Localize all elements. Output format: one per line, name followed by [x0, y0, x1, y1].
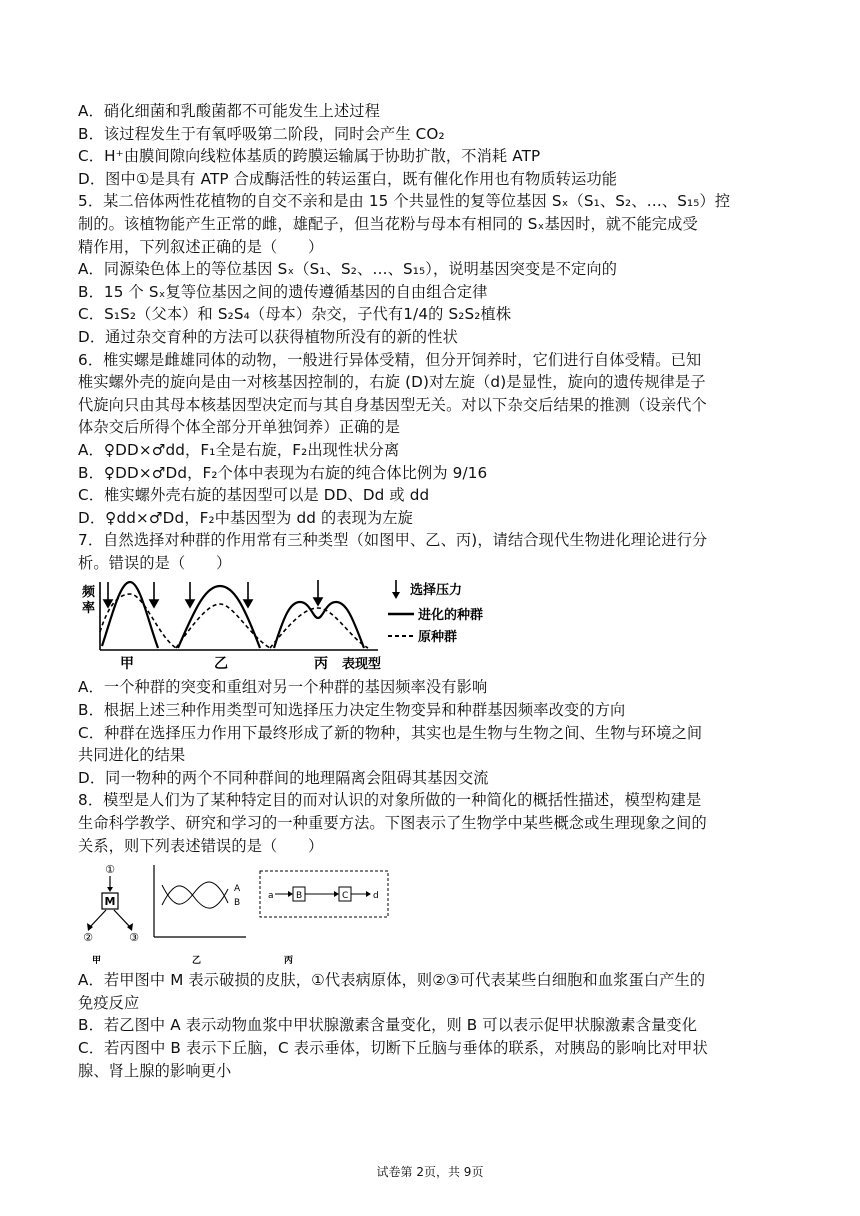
- text-line: A．同源染色体上的等位基因 Sₓ（S₁、S₂、…、S₁₅），说明基因突变是不定向的: [78, 260, 618, 279]
- text-line: 共同进化的结果: [78, 746, 186, 765]
- evolved-population-curve-bing: [274, 602, 364, 648]
- text-line: D．同一物种的两个不同种群间的地理隔离会阻碍其基因交流: [78, 768, 489, 787]
- question-8-options: [78, 969, 798, 1082]
- original-population-curve-bing: [270, 608, 368, 648]
- text-line: D．♀dd×♂Dd，F₂中基因型为 dd 的表现为左旋: [78, 508, 414, 527]
- flow-c: C: [342, 891, 349, 902]
- selection-pressure-arrows: [104, 580, 322, 607]
- text-line: C．H⁺由膜间隙向线粒体基质的跨膜运输属于协助扩散，不消耗 ATP: [78, 147, 541, 166]
- legend-evolved-population: 进化的种群: [418, 608, 484, 624]
- text-line: 7．自然选择对种群的作用常有三种类型（如图甲、乙、丙)，请结合现代生物进化理论进行分: [78, 531, 708, 550]
- selection-graph: [78, 576, 498, 676]
- label-yi: 乙: [214, 656, 228, 673]
- question-4-options-and-question-5-6-7: [78, 100, 798, 574]
- text-line: B．15 个 Sₓ复等位基因之间的遗传遵循基因的自由组合定律: [78, 282, 488, 301]
- selection-types-figure: [78, 576, 798, 676]
- text-line: D．图中①是具有 ATP 合成酶活性的转运蛋白，既有催化作用也有物质转运功能: [78, 169, 618, 188]
- text-line: D．通过杂交育种的方法可以获得植物所没有的新的性状: [78, 327, 458, 346]
- y-axis-label: 频: [82, 585, 96, 601]
- curve-a-label: A: [234, 884, 241, 895]
- text-line: 5．某二倍体两性花植物的自交不亲和是由 15 个共显性的复等位基因 Sₓ（S₁、S₂、…、S₁₅）控: [78, 192, 731, 211]
- text-line: 关系，则下列表述错误的是（ ）: [78, 836, 324, 855]
- legend-arrow-head: [392, 592, 400, 599]
- text-line: 6．椎实螺是雌雄同体的动物，一般进行异体受精，但分开饲养时，它们进行自体受精。已知: [78, 350, 702, 369]
- text-line: A．♀DD×♂dd，F₁全是右旋，F₂出现性状分离: [78, 440, 400, 459]
- flow-a: a: [268, 891, 274, 902]
- text-line: 精作用，下列叙述正确的是（ ）: [78, 237, 324, 256]
- flow-b: B: [296, 891, 303, 902]
- text-line: A．一个种群的突变和重组对另一个种群的基因频率没有影响: [78, 678, 488, 697]
- text-line: 8．模型是人们为了某种特定目的而对认识的对象所做的一种简化的概括性描述，模型构建是: [78, 791, 702, 810]
- text-line: B．♀DD×♂Dd，F₂个体中表现为右旋的纯合体比例为 9/16: [78, 463, 488, 482]
- model-figure: [78, 859, 798, 969]
- text-line: 析。错误的是（ ）: [78, 553, 232, 572]
- text-line: 生命科学教学、研究和学习的一种重要方法。下图表示了生物学中某些概念或生理现象之间的: [78, 814, 707, 833]
- text-line: 体杂交后所得个体全部分开单独饲养）正确的是: [78, 418, 401, 437]
- text-line: B．若乙图中 A 表示动物血浆中甲状腺激素含量变化，则 B 可以表示促甲状腺激素含量变化: [78, 1016, 698, 1035]
- label-yi: 乙: [192, 956, 202, 967]
- original-population-curve-yi: [176, 604, 270, 648]
- node-3: ③: [129, 931, 139, 945]
- flow-d: d: [373, 891, 379, 902]
- text-line: A．硝化细菌和乳酸菌都不可能发生上述过程: [78, 102, 380, 120]
- curve-a: [162, 886, 228, 908]
- label-bing: 丙: [284, 956, 294, 967]
- text-line: C．若丙图中 B 表示下丘脑，C 表示垂体，切断下丘脑与垂体的联系，对胰岛的影响比对甲状: [78, 1039, 708, 1057]
- text-line: 免疫反应: [78, 993, 140, 1012]
- question-7-options-and-question-8: [78, 676, 798, 857]
- text-line: 制的。该植物能产生正常的雌，雄配子，但当花粉与母本有相同的 Sₓ基因时，就不能完成受: [78, 214, 698, 233]
- text-line: C．椎实螺外壳右旋的基因型可以是 DD、Dd 或 dd: [78, 486, 430, 505]
- text-line: A．若甲图中 M 表示破损的皮肤，①代表病原体，则②③可代表某些白细胞和血浆蛋白产生的: [78, 971, 706, 990]
- y-axis-label: 率: [82, 601, 96, 617]
- node-1: ①: [105, 863, 115, 877]
- curve-b-label: B: [234, 898, 241, 909]
- label-jia: 甲: [120, 656, 134, 673]
- text-line: B．根据上述三种作用类型可知选择压力决定生物变异和种群基因频率改变的方向: [78, 701, 626, 720]
- question-page: [78, 100, 798, 1082]
- legend-original-population: 原种群: [418, 630, 458, 646]
- text-line: 代旋向只由其母本核基因型决定而与其自身基因型无关。对以下杂交后结果的推测（设亲代个: [78, 395, 707, 414]
- x-axis-label: 表现型: [342, 657, 382, 673]
- text-line: C．种群在选择压力作用下最终形成了新的物种，其实也是生物与生物之间、生物与环境之间: [78, 723, 703, 742]
- model-diagram: [78, 859, 418, 969]
- evolved-population-curve-jia: [102, 582, 158, 648]
- text-line: B．该过程发生于有氧呼吸第二阶段，同时会产生 CO₂: [78, 124, 445, 143]
- curve-b: [162, 882, 228, 904]
- node-2: ②: [83, 931, 93, 945]
- legend-selection-pressure: 选择压力: [410, 583, 463, 599]
- text-line: 腺、肾上腺的影响更小: [78, 1061, 232, 1080]
- page-footer: 试卷第 2页，共 9页: [376, 1165, 484, 1179]
- text-line: C．S₁S₂（父本）和 S₂S₄（母本）杂交，子代有1/4的 S₂S₂植株: [78, 305, 512, 324]
- label-jia: 甲: [92, 956, 102, 967]
- text-line: 椎实螺外壳的旋向是由一对核基因控制的，右旋 (D)对左旋（d)是显性，旋向的遗传规律是子: [78, 373, 706, 392]
- node-m: M: [104, 895, 116, 909]
- label-bing: 丙: [314, 656, 328, 673]
